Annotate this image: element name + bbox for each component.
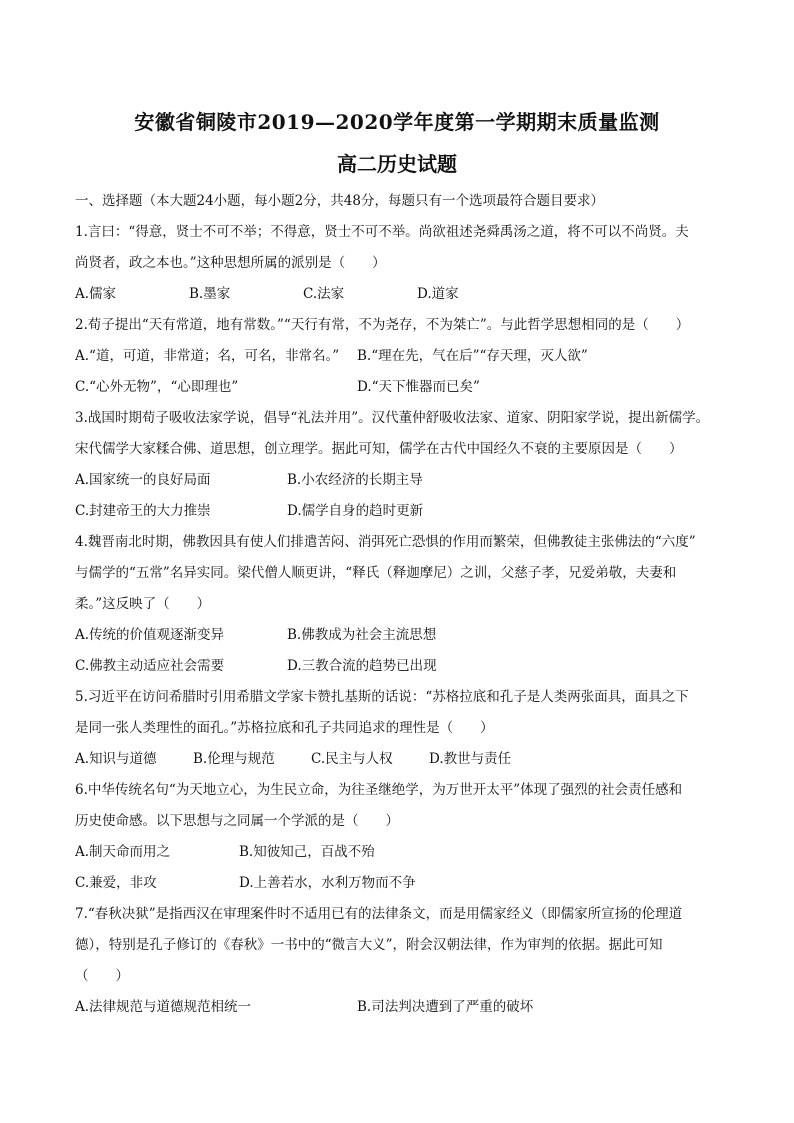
option-b: B.小农经济的长期主导 [287,472,423,488]
option-c: C.佛教主动适应社会需要 [75,658,225,674]
option-b: B.佛教成为社会主流思想 [287,627,437,643]
option-b: B.伦理与规范 [193,751,275,767]
question-6-options-row1 [75,837,725,868]
question-3-stem-line: 3.战国时期荀子吸收法家学说，倡导“礼法并用”。汉代董仲舒吸收法家、道家、阴阳家学说，提出新儒学。 [75,410,710,426]
question-5-stem-line: 是同一张人类理性的面孔。”苏格拉底和孔子共同追求的理性是（ ） [75,720,494,736]
question-7-stem-line: 7.“春秋决狱”是指西汉在审理案件时不适用已有的法律条文，而是用儒家经义（即儒家所宣扬的伦理道 [75,906,683,922]
option-d: D.三教合流的趋势已出现 [287,658,437,674]
question-4-options-row1 [75,620,725,651]
section-heading: 一、选择题（本大题24小题，每小题2分，共48分，每题只有一个选项最符合题目要求） [75,193,604,209]
option-c: C.封建帝王的大力推崇 [75,503,211,519]
question-2-options-row1 [75,341,725,372]
question-3-options-row2 [75,496,725,527]
option-a: A.儒家 [75,286,117,302]
option-a: A.制天命而用之 [75,844,171,860]
option-a: A.传统的价值观逐渐变异 [75,627,225,643]
option-a: A.法律规范与道德规范相统一 [75,999,252,1015]
question-7-stem-line: （ ） [75,968,129,984]
question-2-options-row2 [75,372,725,403]
question-5-stem-line: 5.习近平在访问希腊时引用希腊文学家卡赞扎基斯的话说：“苏格拉底和孔子是人类两张面具，面具之下 [75,689,689,705]
option-b: B.司法判决遭到了严重的破坏 [357,999,534,1015]
option-b: B.知彼知己，百战不殆 [239,844,375,860]
question-4-options-row2 [75,651,725,682]
option-c: C.法家 [303,286,345,302]
question-1-stem-line: 1.言曰：“得意，贤士不可不举；不得意，贤士不可不举。尚欲祖述尧舜禹汤之道，将不可以不尚贤。夫 [75,224,689,240]
question-4-stem-line: 4.魏晋南北时期，佛教因具有使人们排遣苦闷、消弭死亡恐惧的作用而繁荣，但佛教徒主张佛法的“六度” [75,534,696,550]
option-c: C.“心外无物”，“心即理也” [75,379,239,395]
option-d: D.儒学自身的趋时更新 [287,503,424,519]
option-c: C.民主与人权 [311,751,393,767]
option-d: D.上善若水，水利万物而不争 [239,875,416,891]
question-7-stem-line: 德），特别是孔子修订的《春秋》一书中的“微言大义”，附会汉朝法律，作为审判的依据。据此可知 [75,937,663,953]
option-d: D.教世与责任 [429,751,512,767]
question-5-options [75,744,725,775]
question-4-stem-line: 与儒学的“五常”名异实同。梁代僧人顺更讲，“释氏（释迦摩尼）之训，父慈子孝，兄爱弟敬，夫妻和 [75,565,677,581]
question-6-options-row2 [75,868,725,899]
exam-title: 安徽省铜陵市2019—2020学年度第一学期期末质量监测 [134,110,660,134]
option-b: B.“理在先，气在后”“存天理，灭人欲” [357,348,588,364]
question-6-stem-line: 6.中华传统名句“为天地立心，为生民立命，为往圣继绝学，为万世开太平”体现了强烈的社会责任感和 [75,782,683,798]
option-d: D.道家 [417,286,459,302]
question-1-stem-line: 尚贤者，政之本也。”这种思想所属的派别是（ ） [75,255,386,271]
option-d: D.“天下惟器而已矣” [357,379,480,395]
question-1-options [75,279,725,310]
exam-body [75,186,725,1023]
exam-subtitle: 高二历史试题 [337,152,457,176]
option-a: A.知识与道德 [75,751,157,767]
question-7-options-row1 [75,992,725,1023]
question-4-stem-line: 柔。”这反映了（ ） [75,596,211,612]
option-a: A.国家统一的良好局面 [75,472,211,488]
option-a: A.“道，可道，非常道；名，可名，非常名。” [75,348,340,364]
option-b: B.墨家 [189,286,231,302]
question-6-stem-line: 历史使命感。以下思想与之同属一个学派的是（ ） [75,813,399,829]
option-c: C.兼爱，非攻 [75,875,157,891]
question-3-stem-line: 宋代儒学大家糅合佛、道思想，创立理学。据此可知，儒学在古代中国经久不衰的主要原因是（ ） [75,441,683,457]
question-2-stem-line: 2.荀子提出“天有常道，地有常数。”“天行有常，不为尧存，不为桀亡”。与此哲学思想相同的是（ ） [75,317,690,333]
question-3-options-row1 [75,465,725,496]
